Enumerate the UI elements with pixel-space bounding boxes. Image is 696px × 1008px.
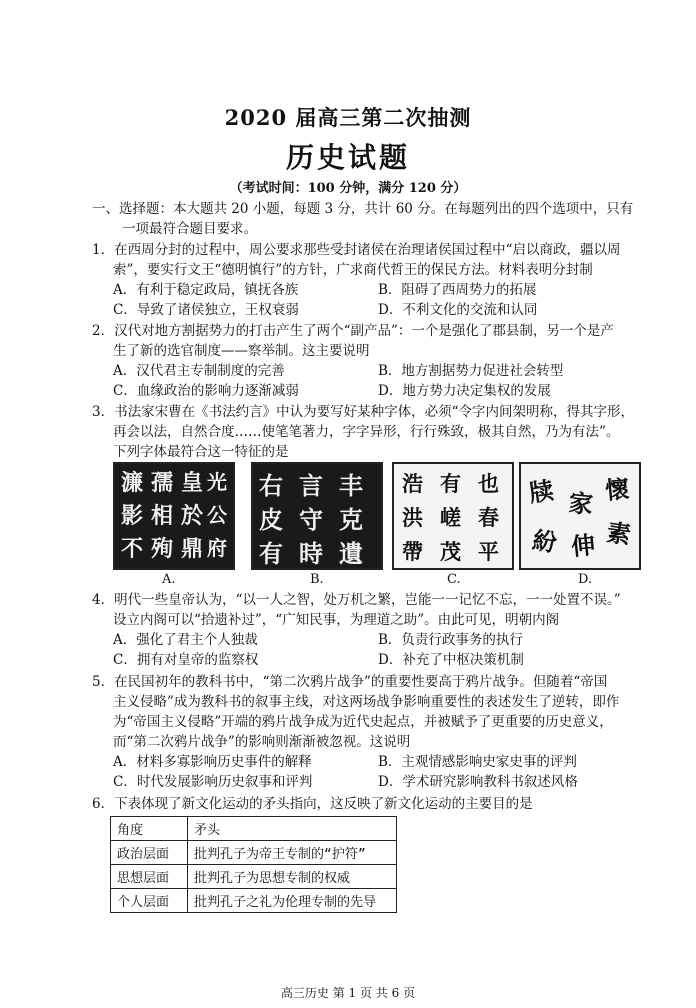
q2-option-b: B．地方割据势力促进社会转型 xyxy=(378,363,564,379)
q5-option-c: C．时代发展影响历史叙事和评判 xyxy=(113,774,313,790)
sample-d-glyph: 家 xyxy=(567,487,595,520)
sample-label-a: A. xyxy=(162,572,176,587)
calligraphy-sample-a xyxy=(113,462,235,570)
table-cell: 批判孔子之礼为伦理专制的先导 xyxy=(188,889,397,913)
table-header-cell: 角度 xyxy=(111,817,188,841)
sample-c-glyph: 有 xyxy=(440,471,461,496)
q4-option-a: A．强化了君主个人独裁 xyxy=(113,632,258,648)
q2-stem-line1: 2．汉代对地方割据势力的打击产生了两个“副产品”：一个是强化了郡县制，另一个是产 xyxy=(92,323,614,339)
q5-stem-line3: 为“帝国主义侵略”开端的鸦片战争成为近代史起点，并被赋予了更重要的历史意义， xyxy=(113,714,613,730)
q1-stem-line2: 索”，要实行文王“德明慎行”的方针，广求商代哲王的保民方法。材料表明分封制 xyxy=(113,262,593,278)
sample-a-glyph: 府 xyxy=(207,536,227,560)
sample-b-glyph: 丰 xyxy=(339,471,363,500)
exam-info: （考试时间：100 分钟，满分 120 分） xyxy=(229,181,467,196)
q1-option-a: A．有利于稳定政局，镇抚各族 xyxy=(113,282,299,298)
table-cell: 批判孔子为思想专制的权威 xyxy=(188,865,397,889)
sample-c-glyph: 也 xyxy=(478,471,499,496)
q1-stem-line1: 1．在西周分封的过程中，周公要求那些受封诸侯在治理诸侯国过程中“启以商政，疆以周 xyxy=(92,242,621,258)
q5-stem-line4: 而“第二次鸦片战争”的影响则渐渐被忽视。这说明 xyxy=(113,734,411,750)
sample-a-glyph: 殉 xyxy=(151,536,174,562)
q5-stem-line2: 主义侵略”成为教科书的叙事主线，对这两场战争影响重要性的表述发生了逆转，即作 xyxy=(113,694,620,710)
page-footer: 高三历史 第 1 页 共 6 页 xyxy=(280,986,416,1000)
q2-option-a: A．汉代君主专制制度的完善 xyxy=(113,363,285,379)
q1-option-d: D．不利文化的交流和认同 xyxy=(378,302,538,318)
table-cell: 个人层面 xyxy=(111,889,188,913)
q5-option-b: B．主观情感影响史家史事的评判 xyxy=(378,754,577,770)
exam-title: 2020 届高三第二次抽测 xyxy=(224,105,472,130)
sample-a-glyph: 於 xyxy=(181,503,204,529)
q4-option-d: D．补充了中枢决策机制 xyxy=(378,652,524,668)
sample-c-glyph: 平 xyxy=(478,539,499,564)
q3-stem-line1: 3．书法家宋曹在《书法约言》中认为要写好某种字体，必须“令字内间架明称，得其字形， xyxy=(92,404,634,420)
q2-stem-line2: 生了新的选官制度——察举制。这主要说明 xyxy=(113,343,370,359)
sample-label-d: D. xyxy=(578,572,593,587)
sample-c-glyph: 嵯 xyxy=(440,505,461,530)
sample-b-glyph: 有 xyxy=(259,539,283,568)
sample-a-glyph: 相 xyxy=(151,503,174,529)
sample-c-glyph: 春 xyxy=(478,505,499,530)
q5-option-a: A．材料多寡影响历史事件的解释 xyxy=(113,754,312,770)
sample-a-glyph: 濂 xyxy=(121,470,144,496)
sample-b-glyph: 遺 xyxy=(339,539,363,568)
table-header-row xyxy=(111,817,397,841)
sample-b-glyph: 時 xyxy=(299,539,323,568)
sample-a-glyph: 不 xyxy=(121,536,144,562)
sample-b-glyph: 言 xyxy=(299,471,323,500)
q1-option-c: C．导致了诸侯独立，王权衰弱 xyxy=(113,302,299,318)
sample-b-glyph: 克 xyxy=(339,505,363,534)
calligraphy-samples xyxy=(0,462,696,587)
q5-option-d: D．学术研究影响教科书叙述风格 xyxy=(378,774,578,790)
q3-stem-line2: 再会以法，自然合度……使笔笔著力，字字异形，行行殊致，极其自然，乃为有法”。 xyxy=(113,424,620,440)
table-header-cell: 矛头 xyxy=(188,817,397,841)
table-row xyxy=(111,841,397,865)
sample-label-b: B. xyxy=(310,572,324,587)
sample-label-c: C. xyxy=(447,572,461,587)
q2-option-d: D．地方势力决定集权的发展 xyxy=(378,383,551,399)
sample-d-glyph: 素 xyxy=(604,517,633,550)
sample-b-glyph: 右 xyxy=(259,471,283,500)
q4-option-b: B．负责行政事务的执行 xyxy=(378,632,523,648)
calligraphy-sample-c xyxy=(392,462,514,570)
q5-stem-line1: 5．在民国初年的教科书中，“第二次鸦片战争”的重要性要高于鸦片战争。但随着“帝国 xyxy=(92,674,608,690)
sample-b-glyph: 守 xyxy=(299,505,323,534)
table-row xyxy=(111,865,397,889)
q4-option-c: C．拥有对皇帝的监察权 xyxy=(113,652,259,668)
sample-c-glyph: 洪 xyxy=(402,505,423,530)
table-cell: 思想层面 xyxy=(111,865,188,889)
q4-stem-line2: 设立内阁可以“拾遗补过”，“广知民事，为理道之助”。由此可见，明朝内阁 xyxy=(113,612,560,628)
sample-d-glyph: 伸 xyxy=(569,529,597,562)
sample-c-glyph: 茂 xyxy=(440,539,461,564)
sample-a-glyph: 皇 xyxy=(181,470,204,496)
q4-stem-line1: 4．明代一些皇帝认为，“以一人之智，处万机之繁，岂能一一记忆不忘，一一处置不误。” xyxy=(92,592,621,608)
q6-table xyxy=(110,816,397,913)
sample-b-glyph: 皮 xyxy=(259,505,283,534)
calligraphy-sample-b xyxy=(251,462,383,570)
sample-c-glyph: 帶 xyxy=(402,539,423,564)
table-cell: 政治层面 xyxy=(111,841,188,865)
sample-a-glyph: 公 xyxy=(207,503,227,527)
sample-d-glyph: 牍 xyxy=(527,475,556,508)
sample-a-glyph: 光 xyxy=(207,470,227,494)
section-instructions-line2: 一项最符合题目要求。 xyxy=(122,221,257,237)
sample-d-glyph: 懷 xyxy=(603,474,631,505)
subject-title: 历史试题 xyxy=(285,141,410,174)
sample-d-glyph: 紛 xyxy=(530,525,559,558)
sample-a-glyph: 孺 xyxy=(151,470,174,496)
sample-a-glyph: 鼎 xyxy=(181,536,204,562)
table-row xyxy=(111,889,397,913)
section-instructions-line1: 一、选择题：本大题共 20 小题，每题 3 分，共计 60 分。在每题列出的四个选项中，只有 xyxy=(92,201,634,217)
q6-stem-line1: 6．下表体现了新文化运动的矛头指向，这反映了新文化运动的主要目的是 xyxy=(92,796,533,812)
sample-a-glyph: 影 xyxy=(121,503,144,529)
q3-stem-line3: 下列字体最符合这一特征的是 xyxy=(113,444,289,460)
q2-option-c: C．血缘政治的影响力逐渐减弱 xyxy=(113,383,299,399)
table-cell: 批判孔子为帝王专制的“护符” xyxy=(188,841,397,865)
q1-option-b: B．阻碍了西周势力的拓展 xyxy=(378,282,537,298)
sample-c-glyph: 浩 xyxy=(402,471,423,496)
calligraphy-sample-d xyxy=(519,462,641,570)
